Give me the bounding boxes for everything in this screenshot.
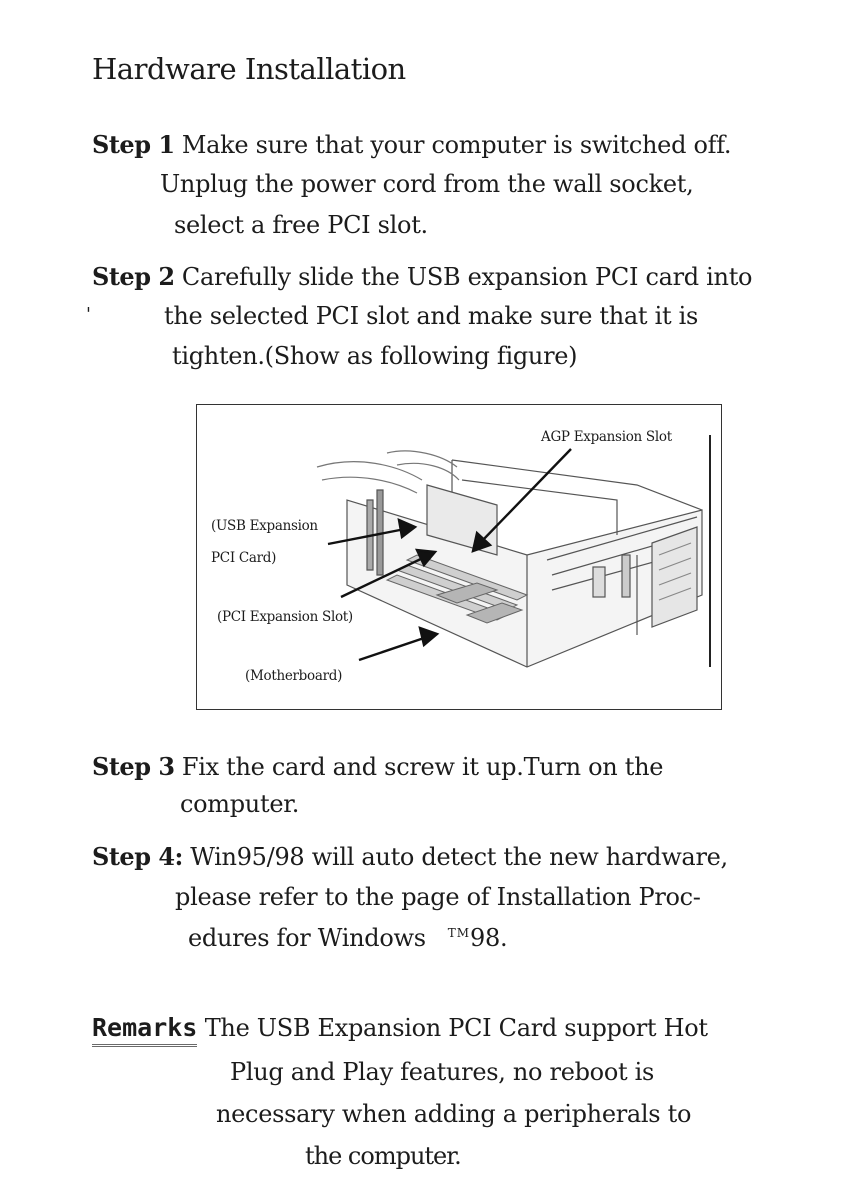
case-drawing xyxy=(347,460,702,667)
step-1-label: Step 1 xyxy=(92,130,175,159)
step-1-line-1 xyxy=(92,130,731,159)
stray-mark: ' xyxy=(86,304,91,325)
usb-card-label-2: PCI Card) xyxy=(211,550,277,566)
remarks-line-1 xyxy=(92,1013,708,1047)
step-4-label: Step 4: xyxy=(92,842,183,871)
page-title: Hardware Installation xyxy=(92,52,406,86)
agp-slot-label: AGP Expansion Slot xyxy=(541,429,672,445)
step-2-line-1 xyxy=(92,262,752,291)
step-1-text-3: select a free PCI slot. xyxy=(174,211,428,239)
remarks-text-4: the computer. xyxy=(305,1142,461,1170)
step-3-text-1: Fix the card and screw it up.Turn on the xyxy=(181,753,664,781)
remarks-text-2: Plug and Play features, no reboot is xyxy=(230,1058,655,1086)
step-2-text-1: Carefully slide the USB expansion PCI card into xyxy=(181,263,753,291)
step-4-text-2: please refer to the page of Installation Proc- xyxy=(175,883,701,911)
step-4-text-3: edures for Windows xyxy=(188,924,426,952)
pci-slot-label: (PCI Expansion Slot) xyxy=(217,609,353,625)
step-3-text-2: computer. xyxy=(180,790,300,818)
trademark-mark: TM xyxy=(447,926,471,940)
step-1-text-1: Make sure that your computer is switched off. xyxy=(181,131,732,159)
motherboard-label: (Motherboard) xyxy=(245,668,343,684)
step-3-label: Step 3 xyxy=(92,752,175,781)
step-4-line-1 xyxy=(92,842,728,871)
step-2-label: Step 2 xyxy=(92,262,175,291)
remarks-label: Remarks xyxy=(92,1013,197,1047)
step-2-text-2: the selected PCI slot and make sure that it is xyxy=(164,302,699,330)
step-2-text-3: tighten.(Show as following figure) xyxy=(172,342,578,370)
remarks-text-3: necessary when adding a peripherals to xyxy=(216,1100,692,1128)
step-4-text-4: 98. xyxy=(470,924,508,952)
hand-drawing xyxy=(317,451,459,493)
installation-figure xyxy=(196,404,722,710)
step-1-text-2: Unplug the power cord from the wall socket, xyxy=(160,170,694,198)
remarks-text-1: The USB Expansion PCI Card support Hot xyxy=(204,1014,708,1042)
usb-card-label-1: (USB Expansion xyxy=(211,518,318,534)
step-4-line-3 xyxy=(188,924,507,952)
step-4-text-1: Win95/98 will auto detect the new hardware, xyxy=(190,843,728,871)
step-3-line-1 xyxy=(92,752,663,781)
